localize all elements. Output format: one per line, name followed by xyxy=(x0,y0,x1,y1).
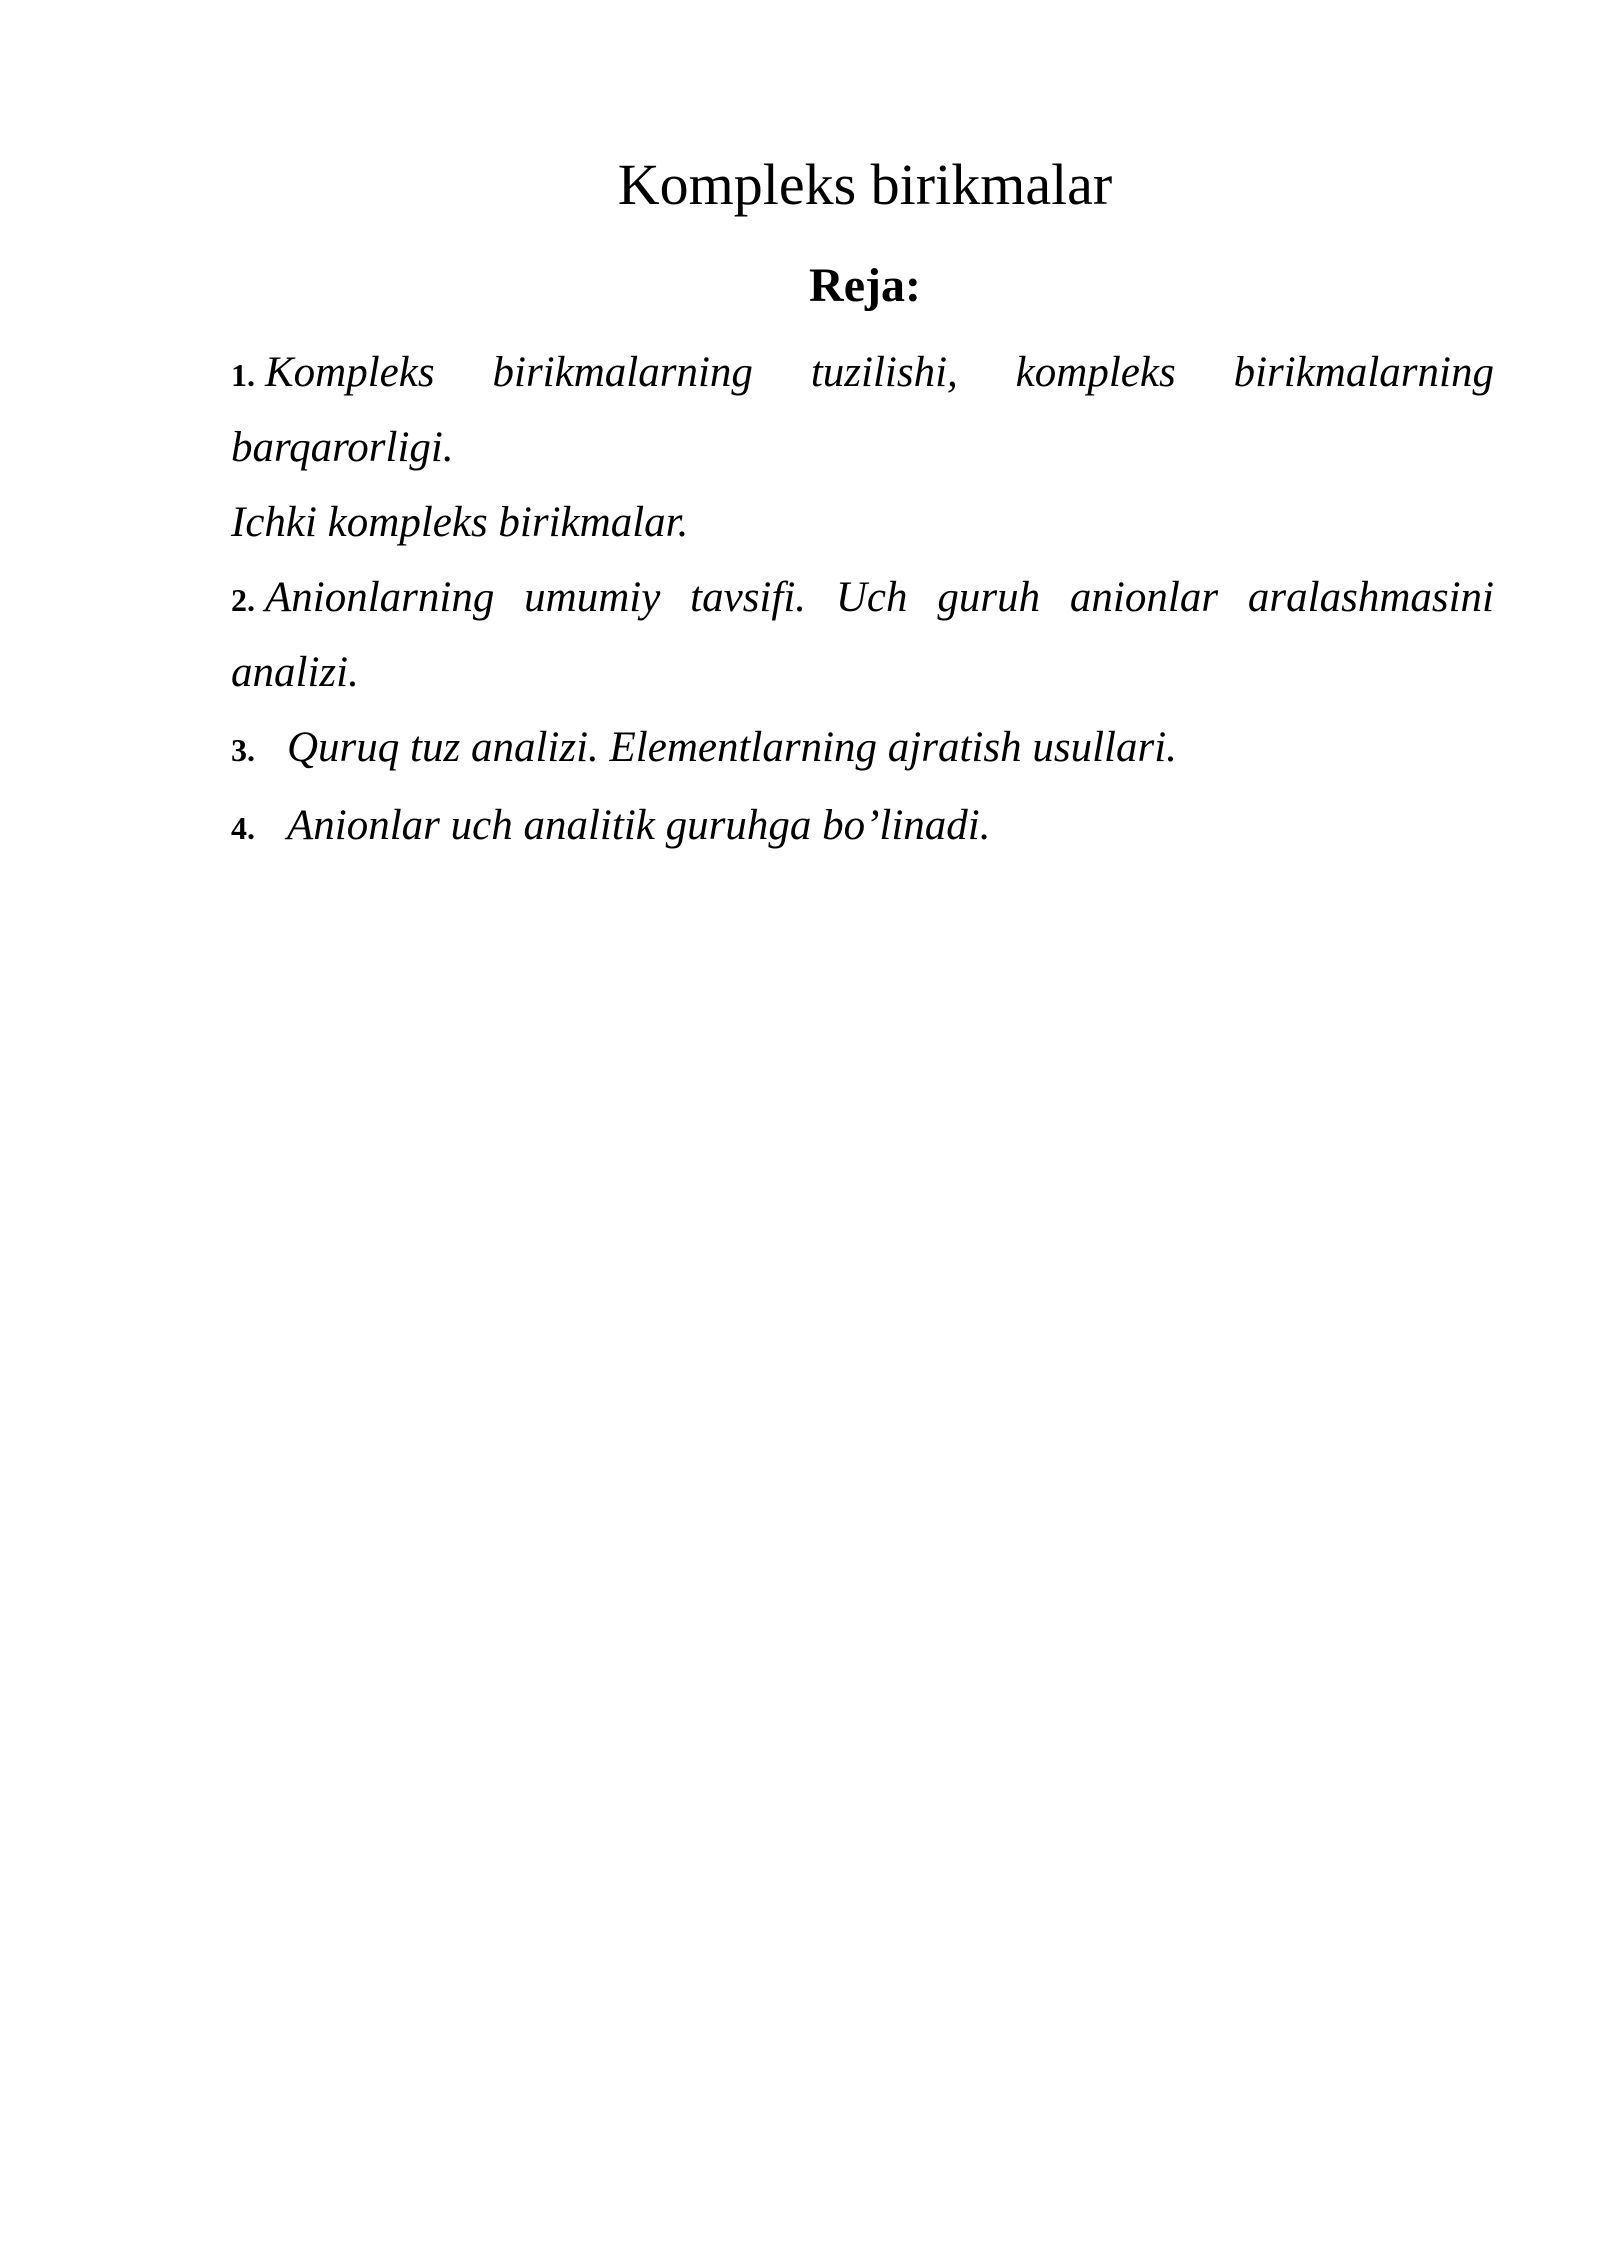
plan-item-number: 1. xyxy=(231,357,255,393)
plan-item-number: 2. xyxy=(231,582,255,618)
plan-heading: Reja: xyxy=(809,259,921,312)
plan-item-number: 3. xyxy=(231,732,255,768)
plan-item-4-line-1 xyxy=(231,788,1494,866)
plan-item-text: Anionlarning umumiy tavsifi. Uch guruh anionlar aralashmasini xyxy=(265,574,1494,621)
plan-item-1-line-2: barqarorligi. xyxy=(231,424,454,471)
page-title: Kompleks birikmalar xyxy=(617,152,1113,217)
plan-item-2-line-1 xyxy=(231,560,1494,635)
plan-item-text: Anionlar uch analitik guruhga bo’linadi. xyxy=(287,802,991,849)
plan-item-1-line-3: Ichki kompleks birikmalar. xyxy=(231,499,689,546)
plan-item-1-line-1 xyxy=(231,335,1494,410)
plan-list xyxy=(231,335,1494,866)
plan-item-number: 4. xyxy=(231,810,255,846)
plan-item-text: Quruq tuz analizi. Elementlarning ajratish usullari. xyxy=(287,724,1177,771)
plan-item-3-line-1 xyxy=(231,710,1494,788)
plan-item-2-line-2: analizi. xyxy=(231,649,359,696)
plan-item-text: Kompleks birikmalarning tuzilishi, kompleks birikmalarning xyxy=(265,349,1494,396)
